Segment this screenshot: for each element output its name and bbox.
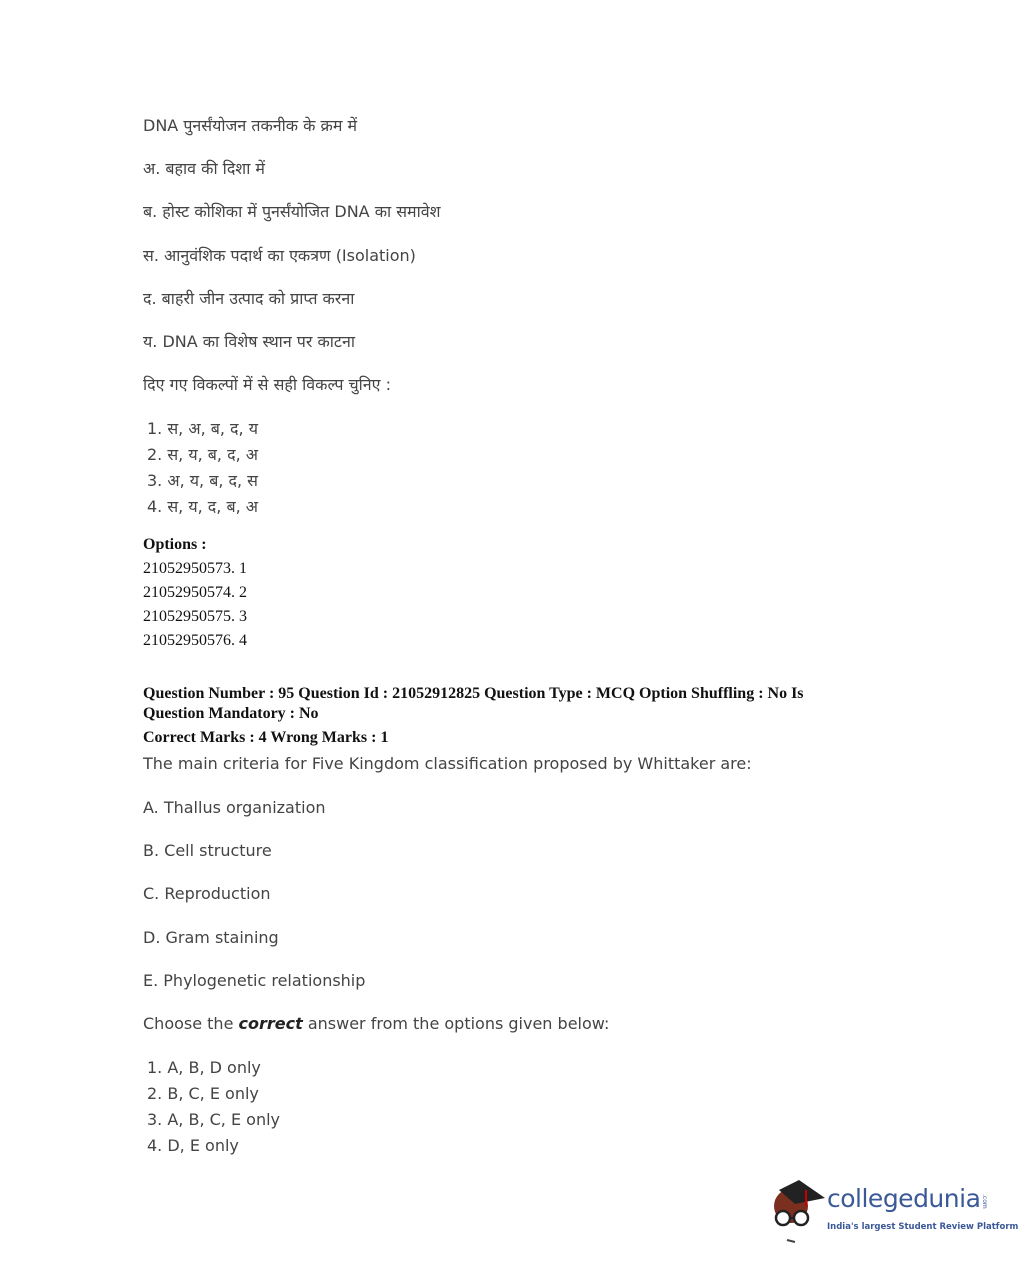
criterion: C. Reproduction xyxy=(143,884,271,903)
option-id: 21052950574. 2 xyxy=(143,584,247,601)
criterion: A. Thallus organization xyxy=(143,798,326,817)
question-header: Question Number : 95 Question Id : 21052912825 Question Type : MCQ Option Shuffling : No Is xyxy=(143,685,804,702)
choice: 1. A, B, D only xyxy=(147,1058,261,1077)
choice: 4. स, य, द, ब, अ xyxy=(147,497,258,516)
q94-line: अ. बहाव की दिशा में xyxy=(143,159,265,178)
choice: 2. स, य, ब, द, अ xyxy=(147,445,258,464)
q94-line: दिए गए विकल्पों में से सही विकल्प चुनिए : xyxy=(143,375,391,394)
choice: 3. अ, य, ब, द, स xyxy=(147,471,258,490)
instruction-post: answer from the options given below: xyxy=(302,1014,610,1033)
choice: 1. स, अ, ब, द, य xyxy=(147,419,258,438)
question-marks: Correct Marks : 4 Wrong Marks : 1 xyxy=(143,729,389,746)
instruction-pre: Choose the xyxy=(143,1014,239,1033)
question-header: Question Mandatory : No xyxy=(143,705,319,722)
q94-line: ब. होस्ट कोशिका में पुनर्संयोजित DNA का समावेश xyxy=(143,202,441,221)
option-id: 21052950575. 3 xyxy=(143,608,247,625)
criterion: D. Gram staining xyxy=(143,928,279,947)
criterion: B. Cell structure xyxy=(143,841,272,860)
question-text: The main criteria for Five Kingdom classification proposed by Whittaker are: xyxy=(143,754,752,773)
choice: 2. B, C, E only xyxy=(147,1084,259,1103)
q94-line: DNA पुनर्संयोजन तकनीक के क्रम में xyxy=(143,116,358,135)
option-id: 21052950573. 1 xyxy=(143,560,247,577)
instruction xyxy=(143,1014,609,1034)
criterion: E. Phylogenetic relationship xyxy=(143,971,366,990)
choice: 3. A, B, C, E only xyxy=(147,1110,280,1129)
collegedunia-logo xyxy=(765,1176,1019,1246)
logo-tagline: India's largest Student Review Platform xyxy=(827,1222,1019,1232)
option-id: 21052950576. 4 xyxy=(143,632,247,649)
mascot-icon xyxy=(765,1176,827,1246)
options-label: Options : xyxy=(143,536,207,553)
logo-com: .com xyxy=(981,1194,988,1209)
choice: 4. D, E only xyxy=(147,1136,239,1155)
q94-line: स. आनुवंशिक पदार्थ का एकत्रण (Isolation) xyxy=(143,246,416,265)
q94-line: द. बाहरी जीन उत्पाद को प्राप्त करना xyxy=(143,289,355,308)
instruction-emphasis: correct xyxy=(238,1014,303,1033)
logo-wordmark: collegedunia xyxy=(827,1184,981,1213)
q94-line: य. DNA का विशेष स्थान पर काटना xyxy=(143,332,356,351)
